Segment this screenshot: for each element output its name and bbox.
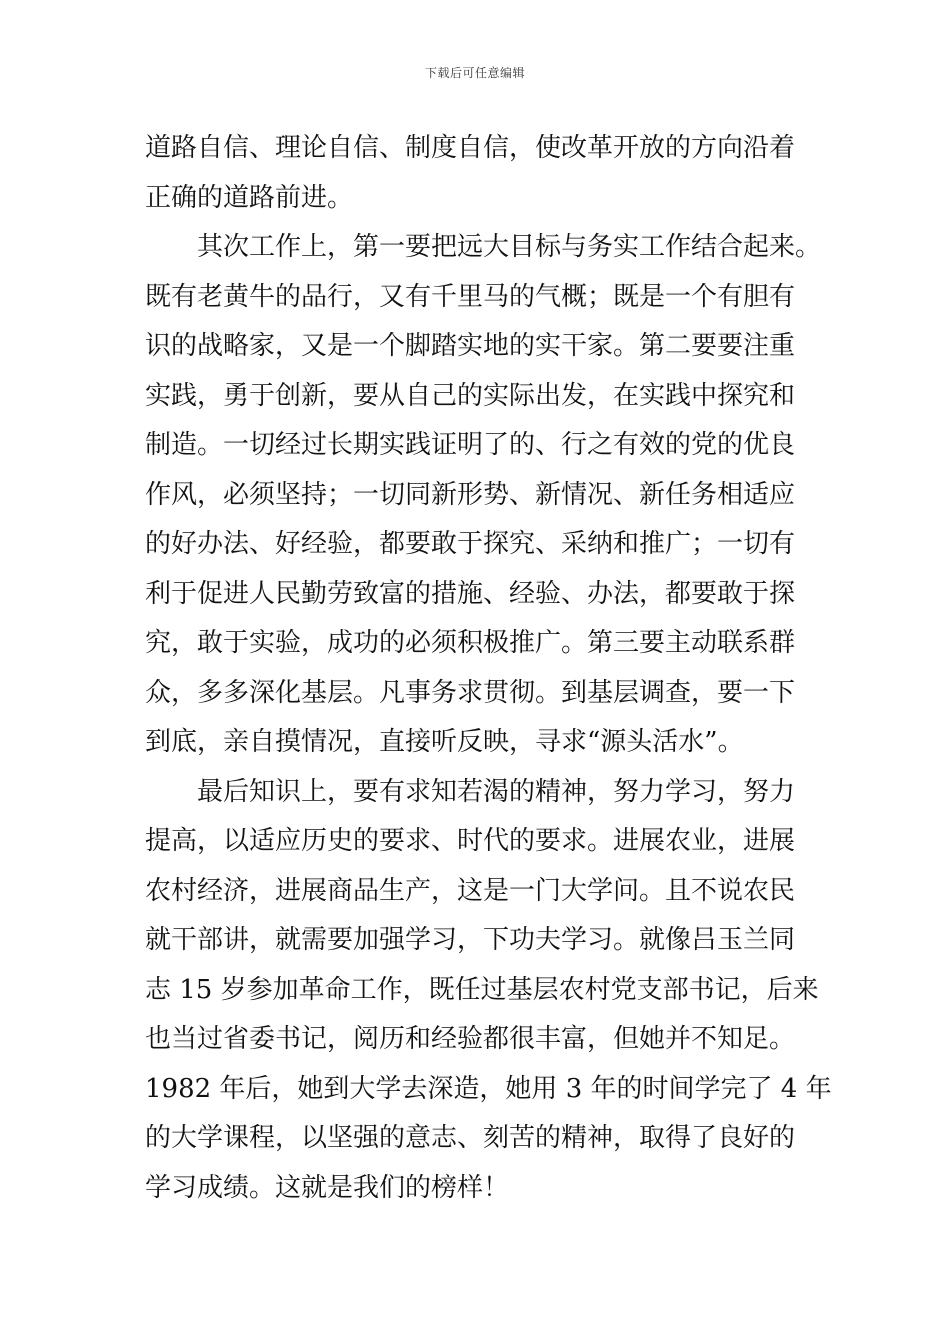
text-line: 最后知识上，要有求知若渴的精神，努力学习，努力 — [197, 776, 796, 807]
text-line: 既有老黄牛的品行，又有千里马的气概；既是一个有胆有 — [145, 281, 796, 312]
text-line: 到底，亲自摸情况，直接听反映，寻求“源头活水”。 — [145, 727, 744, 757]
text-line: 正确的道路前进。 — [145, 182, 354, 213]
text-line: 也当过省委书记，阅历和经验都很丰富，但她并不知足。 — [145, 1024, 796, 1054]
text-line: 利于促进人民勤劳致富的措施、经验、办法，都要敢于探 — [145, 578, 796, 609]
text-line: 其次工作上，第一要把远大目标与务实工作结合起来。 — [197, 232, 822, 262]
text-line: 制造。一切经过长期实践证明了的、行之有效的党的优良 — [145, 430, 796, 460]
text-line: 1982 年后，她到大学去深造，她用 3 年的时间学完了 4 年 — [145, 1073, 832, 1104]
text-line: 志 15 岁参加革命工作，既任过基层农村党支部书记，后来 — [145, 974, 819, 1005]
text-line: 道路自信、理论自信、制度自信，使改革开放的方向沿着 — [145, 133, 796, 163]
document-body — [145, 124, 845, 1213]
text-line: 识的战略家，又是一个脚踏实地的实干家。第二要要注重 — [145, 331, 796, 361]
text-line: 学习成绩。这就是我们的榜样！ — [145, 1172, 510, 1203]
text-line: 的大学课程，以坚强的意志、刻苦的精神，取得了良好的 — [145, 1123, 796, 1153]
text-line: 农村经济，进展商品生产，这是一门大学问。且不说农民 — [145, 875, 796, 906]
text-line: 众，多多深化基层。凡事务求贯彻。到基层调查，要一下 — [145, 677, 796, 708]
text-line: 的好办法、好经验，都要敢于探究、采纳和推广；一切有 — [145, 529, 796, 559]
text-line: 作风，必须坚持；一切同新形势、新情况、新任务相适应 — [145, 479, 796, 510]
text-line: 实践，勇于创新，要从自己的实际出发，在实践中探究和 — [145, 380, 796, 411]
page-header: 下载后可任意编辑 — [424, 66, 525, 80]
text-line: 就干部讲，就需要加强学习，下功夫学习。就像吕玉兰同 — [145, 925, 796, 955]
text-line: 究，敢于实验，成功的必须积极推广。第三要主动联系群 — [145, 628, 796, 658]
text-line: 提高，以适应历史的要求、时代的要求。进展农业，进展 — [145, 826, 796, 856]
